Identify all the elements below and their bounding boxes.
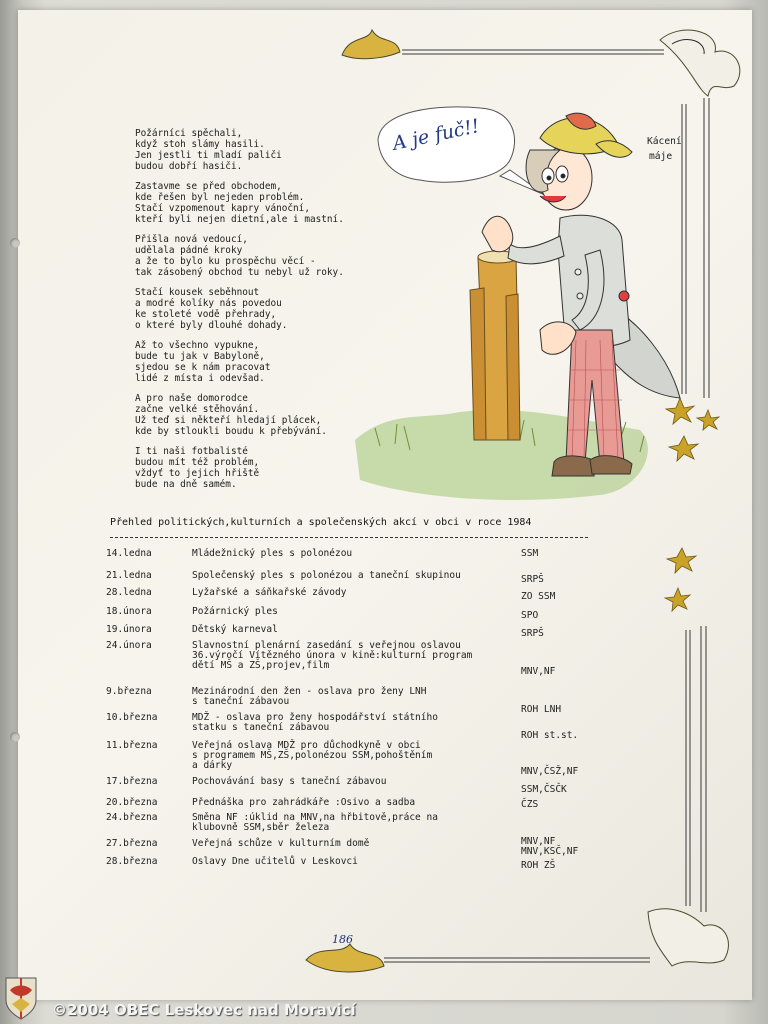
poem-line: sjedou se k nám pracovat — [135, 362, 271, 374]
event-date: 10.března — [106, 712, 158, 723]
event-date: 11.března — [106, 740, 158, 751]
poem-line: udělala pádné kroky — [135, 245, 243, 257]
event-description-line: Společenský ples s polonézou a taneční skupinou — [192, 570, 461, 581]
event-description-line: Slavnostní plenární zasedání s veřejnou oslavou — [192, 640, 461, 651]
event-date: 24.února — [106, 640, 152, 651]
event-organizer: SRPŠ — [521, 628, 544, 639]
side-note-line: Kácení — [647, 136, 682, 147]
event-description-line: Směna NF :úklid na MNV,na hřbitově,práce na — [192, 812, 438, 823]
event-date: 27.března — [106, 838, 158, 849]
event-description — [192, 641, 472, 671]
poem-line: Stačí kousek seběhnout — [135, 286, 260, 298]
event-description-line: Přednáška pro zahrádkáře :Osivo a sadba — [192, 797, 416, 808]
heading-rule — [110, 537, 588, 538]
event-description-line: s programem MŠ,ZŠ,polonézou SSM,pohoštěním — [192, 750, 433, 761]
event-organizer: ROH ZŠ — [521, 860, 556, 871]
event-organizer: MNV,NF — [521, 666, 556, 677]
poem-line: kde řešen byl nejeden problém. — [135, 192, 305, 204]
event-description-line: 36.výročí Vítězného února v kině:kulturní program — [192, 650, 473, 661]
event-date: 19.února — [106, 624, 152, 635]
copyright-footer: ©2004 OBEC Leskovec nad Moravicí — [52, 1001, 356, 1019]
poem-line: o které byly dlouhé dohady. — [135, 320, 288, 332]
side-note-line: máje — [649, 151, 673, 162]
event-organizer: MNV,ČSŽ,NF — [521, 766, 579, 777]
event-description — [192, 588, 346, 598]
event-description — [192, 777, 386, 787]
events-heading: Přehled politických,kulturních a společenských akcí v obci v roce 1984 — [110, 517, 532, 528]
poem-line: a že to bylo ku prospěchu věcí - — [135, 256, 316, 268]
event-description-line: Veřejná schůze v kulturním domě — [192, 838, 370, 849]
event-description-line: Pochovávání basy s taneční zábavou — [192, 776, 387, 787]
event-description-line: a dárky — [192, 760, 233, 771]
event-organizer: ZO SSM — [521, 591, 556, 602]
event-organizer: SPO — [521, 610, 539, 621]
poem-line: Jen jestli ti mladí paliči — [135, 150, 282, 162]
event-description — [192, 813, 438, 833]
poem — [135, 128, 395, 499]
poem-line: vždyť to jejich hřiště — [135, 468, 260, 479]
event-description-line: Mládežnický ples s polonézou — [192, 548, 353, 559]
poem-line: Už teď si někteří hledají plácek, — [135, 415, 322, 427]
event-date: 24.března — [106, 812, 158, 823]
event-description — [192, 839, 369, 849]
event-date: 9.března — [106, 686, 152, 697]
poem-line: Požárníci spěchali, — [135, 128, 243, 139]
event-date: 17.března — [106, 776, 158, 787]
event-organizer: ČZS — [521, 799, 539, 810]
poem-stanza — [135, 181, 395, 225]
poem-line: tak zásobený obchod tu nebyl už roky. — [135, 267, 344, 279]
event-organizer: ROH st.st. — [521, 730, 579, 741]
side-note — [647, 134, 682, 164]
poem-stanza — [135, 340, 395, 384]
event-description — [192, 798, 415, 808]
poem-stanza — [135, 446, 395, 490]
event-date: 28.ledna — [106, 587, 152, 598]
poem-line: lidé z místa i odevšad. — [135, 373, 265, 385]
event-organizer: SSM — [521, 548, 539, 559]
poem-line: Přišla nová vedoucí, — [135, 233, 248, 245]
event-description-line: Oslavy Dne učitelů v Leskovci — [192, 856, 358, 867]
poem-line: budou dobří hasiči. — [135, 161, 243, 173]
tree-stump — [470, 251, 520, 440]
event-description — [192, 857, 358, 867]
event-organizer: ROH LNH — [521, 704, 562, 715]
event-description — [192, 607, 278, 617]
poem-stanza — [135, 234, 395, 278]
event-description — [192, 687, 427, 707]
event-description — [192, 741, 432, 771]
event-description-line: Mezinárodní den žen - oslava pro ženy LNH — [192, 686, 427, 697]
poem-line: začne velké stěhování. — [135, 403, 260, 415]
poem-line: A pro naše domorodce — [135, 392, 248, 404]
event-date: 21.ledna — [106, 570, 152, 581]
event-description-line: Dětský karneval — [192, 624, 278, 635]
event-date: 14.ledna — [106, 548, 152, 559]
poem-line: I ti naši fotbalisté — [135, 445, 248, 457]
poem-stanza — [135, 128, 395, 172]
event-description — [192, 625, 278, 635]
event-description-line: klubovně SSM,sběr železa — [192, 822, 330, 833]
poem-line: Zastavme se před obchodem, — [135, 180, 282, 192]
event-description — [192, 571, 461, 581]
event-description-line: statku s taneční zábavou — [192, 722, 330, 733]
event-description-line: dětí MŠ a ZŠ,projev,film — [192, 660, 330, 671]
event-date: 20.března — [106, 797, 158, 808]
poem-line: a modré kolíky nás povedou — [135, 298, 282, 309]
event-description-line: Lyžařské a sáňkařské závody — [192, 587, 347, 598]
event-organizer: MNV,NF — [521, 836, 556, 847]
poem-line: Až to všechno vypukne, — [135, 339, 260, 351]
event-organizer: SRPŠ — [521, 574, 544, 585]
poem-line: kde by stloukli boudu k přebývání. — [135, 426, 327, 438]
page-number: 186 — [332, 933, 353, 946]
event-description-line: Požárnický ples — [192, 606, 278, 617]
poem-line: kteří byli nejen dietní,ale i mastní. — [135, 214, 344, 226]
poem-line: bude tu jak v Babyloně, — [135, 350, 265, 362]
event-organizer: MNV,KSČ,NF — [521, 846, 579, 857]
poem-stanza — [135, 287, 395, 331]
event-date: 28.března — [106, 856, 158, 867]
poem-line: budou mít též problém, — [135, 456, 260, 468]
poem-line: Stačí vzpomenout kapry vánoční, — [135, 203, 310, 215]
poem-line: ke stoleté vodě přehrady, — [135, 309, 277, 321]
coat-of-arms-icon — [2, 974, 42, 1022]
event-description-line: MDŽ - oslava pro ženy hospodářství státního — [192, 712, 438, 723]
poem-stanza — [135, 393, 395, 437]
event-description-line: Veřejná oslava MDŽ pro důchodkyně v obci — [192, 740, 421, 751]
event-description-line: s taneční zábavou — [192, 696, 290, 707]
event-organizer: SSM,ČSČK — [521, 784, 567, 795]
event-description — [192, 549, 352, 559]
speech-bubble-text: A je fuč!! — [390, 115, 482, 155]
poem-line: když stoh slámy hasili. — [135, 139, 265, 151]
poem-line: bude na dně samém. — [135, 479, 237, 491]
event-date: 18.února — [106, 606, 152, 617]
event-description — [192, 713, 438, 733]
